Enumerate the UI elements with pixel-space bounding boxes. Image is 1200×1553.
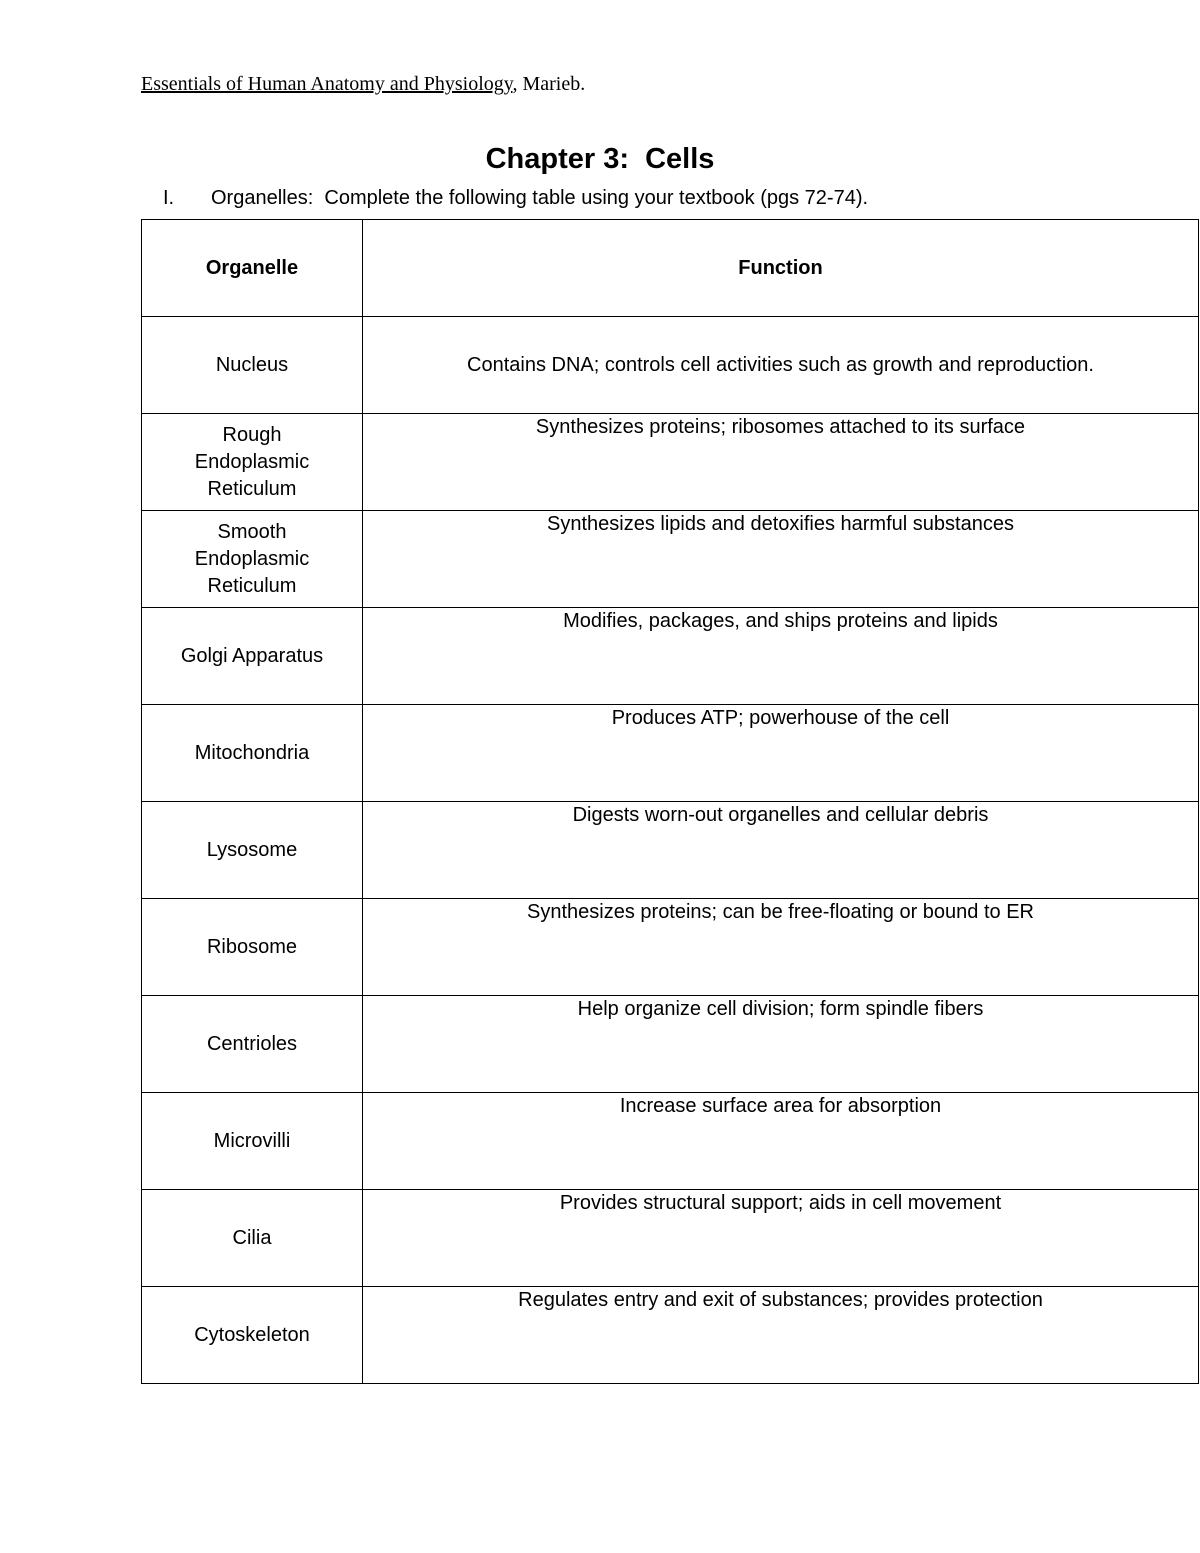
function-cell: Regulates entry and exit of substances; provides protection: [363, 1287, 1199, 1384]
organelle-name: Mitochondria: [194, 741, 310, 764]
table-row: [142, 317, 1199, 414]
table-row: [142, 511, 1199, 608]
organelle-name: Microvilli: [213, 1129, 291, 1152]
organelle-table: [141, 219, 1199, 1384]
organelle-cell: [142, 1093, 363, 1190]
organelle-cell: [142, 899, 363, 996]
organelle-cell: [142, 414, 363, 511]
table-body: [142, 317, 1199, 1384]
organelle-cell: [142, 1287, 363, 1384]
source-citation: [141, 73, 585, 96]
table-row: [142, 996, 1199, 1093]
organelle-name: Lysosome: [206, 838, 298, 861]
chapter-title: Chapter 3: Cells: [485, 143, 715, 175]
author-name: , Marieb.: [512, 73, 586, 95]
organelle-cell: [142, 1190, 363, 1287]
table-row: [142, 414, 1199, 511]
function-cell: Help organize cell division; form spindle fibers: [363, 996, 1199, 1093]
organelle-name: Golgi Apparatus: [180, 644, 324, 667]
function-cell: Synthesizes proteins; can be free-floating or bound to ER: [363, 899, 1199, 996]
book-title: Essentials of Human Anatomy and Physiology: [141, 73, 513, 95]
organelle-cell: [142, 608, 363, 705]
organelle-name: Cilia: [232, 1226, 272, 1249]
header-function: Function: [363, 220, 1199, 317]
organelle-cell: [142, 996, 363, 1093]
table-row: [142, 899, 1199, 996]
function-cell: Digests worn-out organelles and cellular debris: [363, 802, 1199, 899]
section-numeral: I.: [163, 187, 175, 209]
instructions-text: Organelles: Complete the following table using your textbook (pgs 72-74).: [211, 187, 869, 209]
organelle-name: Nucleus: [215, 353, 289, 376]
organelle-cell: [142, 802, 363, 899]
table-row: [142, 1287, 1199, 1384]
table-row: [142, 1093, 1199, 1190]
table-header-row: [142, 220, 1199, 317]
table-row: [142, 608, 1199, 705]
organelle-cell: [142, 705, 363, 802]
organelle-name: Rough Endoplasmic Reticulum: [194, 423, 310, 500]
organelle-cell: [142, 317, 363, 414]
organelle-name: Ribosome: [206, 935, 298, 958]
function-cell: Provides structural support; aids in cell movement: [363, 1190, 1199, 1287]
function-cell: Synthesizes lipids and detoxifies harmful substances: [363, 511, 1199, 608]
function-cell: Synthesizes proteins; ribosomes attached to its surface: [363, 414, 1199, 511]
function-cell: Increase surface area for absorption: [363, 1093, 1199, 1190]
header-organelle: Organelle: [142, 220, 363, 317]
table-row: [142, 1190, 1199, 1287]
organelle-name: Smooth Endoplasmic Reticulum: [194, 520, 310, 597]
table-row: [142, 802, 1199, 899]
function-cell: Modifies, packages, and ships proteins and lipids: [363, 608, 1199, 705]
organelle-name: Centrioles: [206, 1032, 298, 1055]
function-cell: Contains DNA; controls cell activities such as growth and reproduction.: [363, 317, 1199, 414]
table-row: [142, 705, 1199, 802]
section-instructions: [163, 187, 868, 210]
function-cell: Produces ATP; powerhouse of the cell: [363, 705, 1199, 802]
organelle-cell: [142, 511, 363, 608]
organelle-name: Cytoskeleton: [194, 1323, 310, 1346]
